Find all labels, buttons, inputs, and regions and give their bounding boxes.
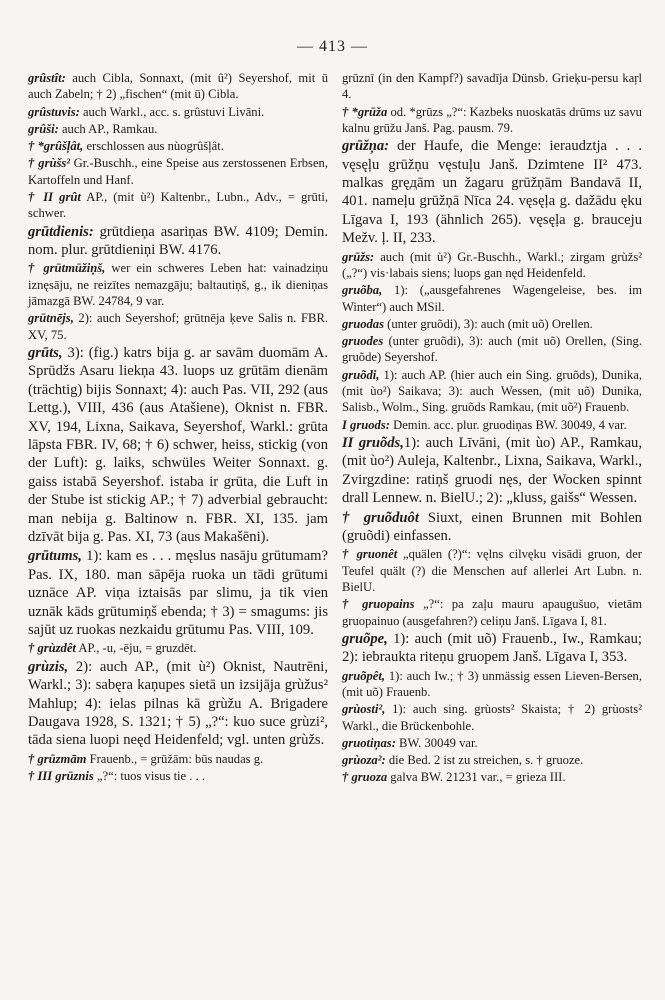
entry-headword: † grūtmūžiņš, (28, 261, 106, 276)
entry-headword: gruõdi, (342, 367, 380, 382)
dictionary-entry (28, 104, 328, 120)
entry-headword: grūžs: (342, 249, 375, 264)
entry-text: 3): (fig.) katrs bija g. ar savām duomām A. Sprūdžs Asaru liekņa 43. luops uz grūtām dienām (trächtig) bijis Sonnaxt; 4): auch Pas. VII, 292 (aus Lettg.), VIII, 436 (aus Atašiene), Oknist n. FBR. XV, 194, Lixna, Saikava, Seyershof, Warkl.: grūta lāpsta FBR. IV, 68; † 6) schwer, heiss, stickig (von der Luft): g. laiks, schwüles Weiter Sonnaxt. g. gaiss istabā Seyershof. istaba ir grūta, die Luft in der Stube ist stickig AP.; † 7) adverbial gebraucht: man nebija g. Baltinow n. FBR. XI, 135. jam dzīvāt bija g. Pas. XI, 73 (aus Makašēni). (28, 344, 328, 546)
entry-headword: † II grût (28, 190, 81, 205)
entry-text: grūznī (in den Kampf?) savadīja Dünsb. Grieķu-persu kaŗl 4. (342, 71, 642, 102)
entry-text: 1): auch (mit uõ) Frauenb., Iw., Ramkau; 2): iebraukta riteņu gruopem Janš. Līgava I, 353. (342, 630, 642, 666)
entry-headword: † *grūža (342, 104, 388, 119)
dictionary-entry (28, 658, 328, 750)
dictionary-entry (342, 333, 642, 366)
entry-text: „?“: tuos visus tie . . . (93, 769, 206, 784)
entry-headword: II gruõds, (342, 434, 404, 451)
dictionary-entry (28, 640, 328, 656)
entry-text: Gr.-Buschh., eine Speise aus zerstossenen Erbsen, Kartoffeln und Hanf. (28, 156, 328, 187)
dictionary-entry (28, 70, 328, 103)
entry-headword: grùosti², (342, 702, 386, 717)
dictionary-entry (342, 752, 642, 768)
dictionary-entry (28, 751, 328, 767)
page-number: — 413 — (297, 38, 368, 55)
entry-text: „?“: pa zaļu mauru apaugušuo, vietām gruopainuo (ausgefahren?) celiņu Janš. Līgava I, 81. (342, 597, 642, 628)
entry-headword: grùoza²: (342, 753, 386, 768)
entry-text: Frauenb., = grūžām: būs naudas g. (86, 751, 264, 766)
dictionary-entry (342, 546, 642, 595)
entry-text: (unter gruõdi), 3): auch (mit uõ) Orellen, (Sing. gruõde) Seyershof. (342, 334, 642, 365)
entry-text: der Haufe, die Menge: ieraudztja . . . vęsęļu grūžņu vęstuļu Janš. Dzimtene II² 473. malkas gręдām un žagaru grūžņām Bandavā II, 401. nameļu grūžņā Nīca 24. vęsęļa g. dažādu ęku Līgava I, 193 (ähnlich 265). vęsęļa g. brauceju Mežv. ļ. II, 233. (342, 138, 642, 247)
dictionary-entry (28, 344, 328, 546)
entry-text: auch AP., Ramkau. (58, 121, 158, 136)
entry-headword: gruõba, (342, 283, 383, 298)
dictionary-entry (28, 155, 328, 188)
entry-text: AP., (mit ù²) Kaltenbr., Lubn., Adv., = grūti, schwer. (28, 190, 328, 221)
entry-headword: grûši: (28, 121, 59, 136)
entry-headword: gruõpe, (342, 630, 388, 647)
dictionary-entry (28, 310, 328, 343)
entry-headword: grūtnējs, (28, 311, 74, 326)
entry-text: grūtdieņa asariņas BW. 4109; Demin. nom. plur. grūtdieniņi BW. 4176. (28, 223, 328, 259)
entry-text: die Bed. 2 ist zu streichen, s. † gruoze. (385, 753, 584, 768)
right-column (342, 70, 642, 787)
left-column (28, 70, 328, 785)
entry-text: AP., -u, -ēju, = gruzdēt. (75, 641, 197, 656)
entry-headword: grûstuvis: (28, 104, 80, 119)
dictionary-entry (342, 137, 642, 247)
entry-text: erschlossen aus nùogrûšļât. (83, 139, 224, 154)
dictionary-entry (342, 668, 642, 701)
dictionary-entry (342, 417, 642, 433)
entry-text: 1): auch Iw.; † 3) unmässig essen Lieven-Bersen, (mit uõ) Frauenb. (342, 668, 642, 699)
entry-text: 2): auch Seyershof; grūtnēja ķeve Salis n. FBR. XV, 75. (28, 311, 328, 342)
dictionary-entry (342, 509, 642, 546)
entry-headword: † gruõduôt (342, 509, 419, 526)
entry-headword: gruodas (342, 316, 384, 331)
dictionary-entry (342, 701, 642, 734)
entry-text: od. *grūzs „?“: Kazbeks nuoskatās drūms uz savu kalnu grūžu Janš. Pag. pausm. 79. (342, 104, 642, 135)
entry-headword: † grùšs² (28, 156, 71, 171)
dictionary-entry (342, 769, 642, 785)
dictionary-entry (28, 121, 328, 137)
dictionary-entry (342, 282, 642, 315)
entry-text: wer ein schweres Leben hat: vainadziņu iznęsāju, ne reizītes nemazgāju; baltautiņš, g., ik dieniņas jāmazgā BW. 24784, 9 var. (28, 261, 328, 309)
dictionary-entry (28, 138, 328, 154)
entry-text: auch (mit ù²) Gr.-Buschh., Warkl.; zirgam grùžs² („?“) vis·labais siens; luops gan nęd Heidenfeld. (342, 249, 642, 280)
entry-headword: grūtdienis: (28, 223, 94, 240)
dictionary-entry (28, 547, 328, 639)
entry-headword: grùzis, (28, 658, 69, 675)
entry-headword: † gruonêt (342, 547, 398, 562)
dictionary-entry (342, 596, 642, 629)
entry-text: 1): („ausgefahrenes Wagengeleise, bes. im Winter“) auch MSil. (342, 283, 642, 314)
entry-text: 1): auch AP. (hier auch ein Sing. gruõds), Dunika, (mit ùo²) Saikava; 3): auch Wessen, (mit uõ) Dunika, Salisb., Wolm., Sing. gruõds Ramkau, (mit uõ²) Frauenb. (342, 367, 642, 415)
entry-text: (unter gruõdi), 3): auch (mit uõ) Orellen. (384, 316, 593, 331)
entry-text: 1): auch Līvāni, (mit ùo) AP., Ramkau, (mit ùo²) Auleja, Kaltenbr., Lixna, Saikava, Warkl., Zvirgzdine: ratiņš gruodi nęs, der Wocken spinnt drall Lennew. n. BielU.; 2): „kluss, gaišs“ Wessen. (342, 434, 642, 507)
dictionary-entry (28, 260, 328, 309)
dictionary-entry (28, 223, 328, 260)
entry-text: 1): auch sing. grùosts² Skaista; † 2) grùosts² Warkl., die Brückenbohle. (342, 702, 642, 733)
entry-headword: † gruoza (342, 770, 388, 785)
entry-headword: grūts, (28, 344, 63, 361)
entry-text: 1): kam es . . . męslus nasāju grūtumam? Pas. IX, 180. man sāpēja ruoka un tādi grūtumi uznāce AP. viņa iztaisās par slimu, ja tik vien uznāk kāds grūtumiņš ebenda; † 3) = smagums: jis sajūt uz ruokas nezkaidu grūtumu Pas. VIII, 109. (28, 548, 328, 639)
dictionary-entry (342, 630, 642, 667)
entry-headword: I gruods: (342, 417, 390, 432)
dictionary-entry (342, 367, 642, 416)
entry-headword: † *grûšļât, (28, 139, 84, 154)
entry-headword: gruotiņas: (342, 735, 396, 750)
entry-headword: grūtums, (28, 548, 82, 565)
dictionary-entry (342, 249, 642, 282)
entry-headword: † III grūznis (28, 769, 94, 784)
entry-headword: † grūzmām (28, 751, 87, 766)
dictionary-entry (342, 104, 642, 137)
entry-text: „quälen (?)“: vęlns cilvęku visādi gruon, der Teufel quält (?) die Menschen auf allerlei Art Lubn. n. BielU. (342, 547, 642, 594)
entry-text: auch Warkl., acc. s. grûstuvi Livāni. (79, 104, 265, 119)
entry-text: 2): auch AP., (mit ù²) Oknist, Nautrēni, Warkl.; 3): sabęra kaņupes sietā un izsijāja grùžus² Mahlup; 4): ielas pilnas kā grùžu A. Brigadere Daugava 1928, S. 1321; † 5) „?“: kuo suce grùzi², tāda siena luopi neęd Heidenfeld; vgl. unten grùžs. (28, 658, 328, 749)
entry-headword: grūžņa: (342, 138, 390, 155)
entry-text: Demin. acc. plur. gruodiņas BW. 30049, 4 var. (389, 417, 627, 432)
entry-text: galva BW. 21231 var., = grieza III. (387, 770, 566, 785)
entry-headword: grûstît: (28, 71, 66, 85)
dictionary-entry (342, 735, 642, 751)
entry-text: BW. 30049 var. (395, 735, 478, 750)
dictionary-entry (342, 316, 642, 332)
entry-headword: gruodes (342, 334, 384, 349)
dictionary-entry (342, 434, 642, 508)
dictionary-entry (28, 189, 328, 222)
entry-text: auch Cibla, Sonnaxt, (mit û²) Seyershof, mit ū auch Zabeln; † 2) „fischen“ (mit ū) Cibla. (28, 71, 328, 102)
entry-headword: gruõpêt, (342, 668, 386, 683)
dictionary-entry (342, 70, 642, 103)
entry-text: Siuxt, einen Brunnen mit Bohlen (gruõdi) einfassen. (342, 509, 642, 544)
entry-headword: † gruopains (342, 597, 415, 612)
entry-headword: † grùzdêt (28, 641, 76, 656)
dictionary-entry (28, 768, 328, 784)
